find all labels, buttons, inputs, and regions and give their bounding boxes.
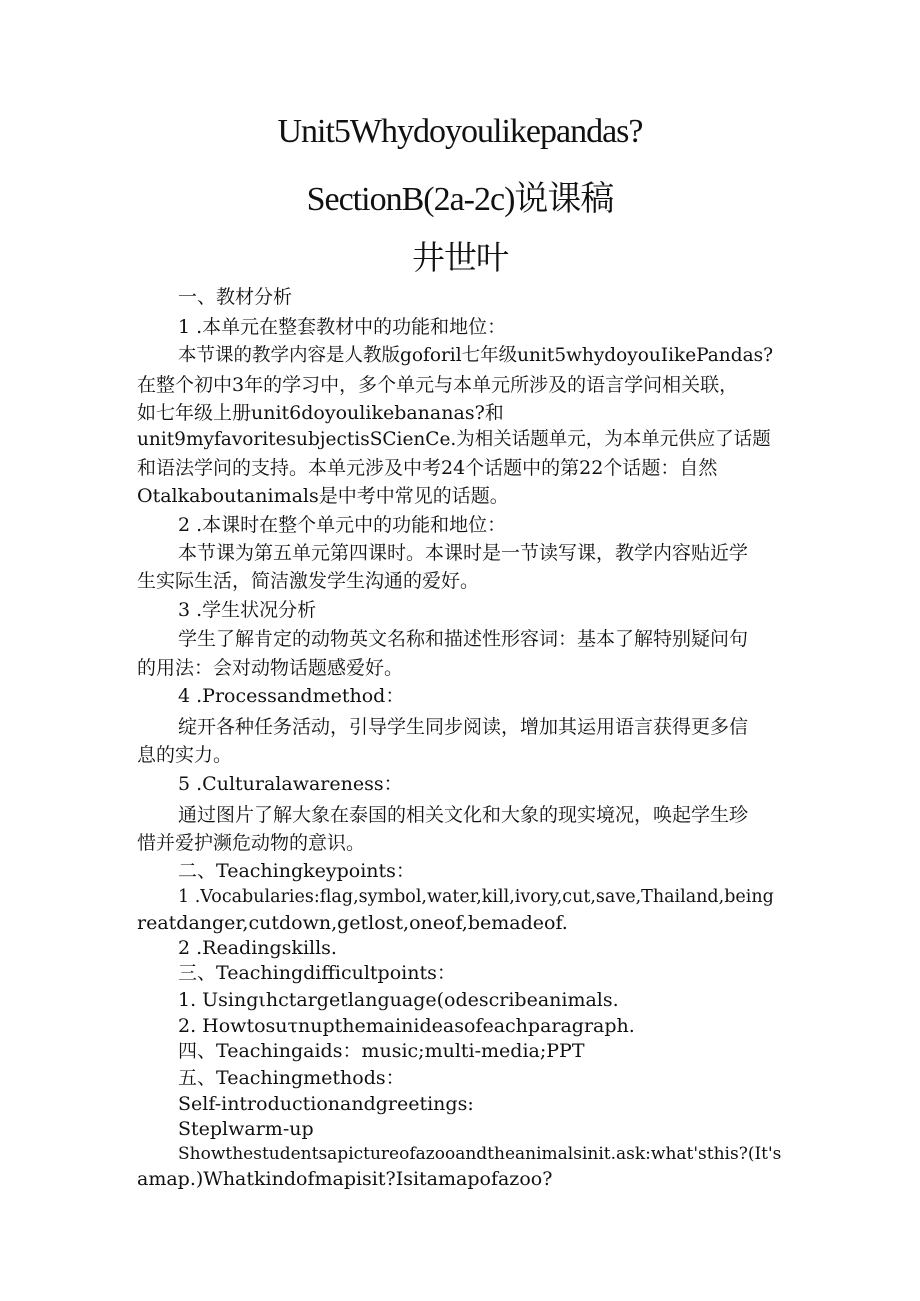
paragraph-line: 生实际生活，简洁激发学生沟通的爱好。 — [137, 570, 480, 592]
document-title: Unit5Whydoyoulikepandas? — [277, 113, 643, 150]
paragraph-line: 的用法：会对动物话题感爱好。 — [137, 657, 404, 679]
subheading: 1 .本单元在整套教材中的功能和地位： — [178, 316, 507, 338]
list-item: 2. Howtosuτnupthemainideasofeachparagraph. — [178, 1015, 635, 1037]
paragraph-line: 绽开各种任务活动，引导学生同步阅读，增加其运用语言获得更多信 — [178, 716, 749, 738]
list-item: 1 .Vocabularies:flag,symbol,water,kill,ivory,cut,save,Thailand,being — [178, 887, 774, 907]
paragraph-line: 本节课的教学内容是人教版goforil七年级unit5whydoyouIikePandas? — [178, 345, 774, 366]
paragraph-line: amap.)Whatkindofmapisit?Isitamapofazoo? — [137, 1168, 553, 1190]
section-heading: 五、Teachingmethods： — [178, 1067, 405, 1089]
list-item: 2 .Readingskills. — [178, 937, 337, 959]
section-heading: 二、Teachingkeypoints： — [178, 860, 415, 882]
section-heading: 一、教材分析 — [178, 286, 293, 308]
subheading: 5 .Culturalawareness： — [178, 773, 403, 795]
subheading: 3 .学生状况分析 — [178, 599, 317, 621]
paragraph-line: 学生了解肯定的动物英文名称和描述性形容词：基本了解特别疑问句 — [178, 628, 749, 650]
paragraph-line: 本节课为第五单元第四课时。本课时是一节读写课，教学内容贴近学 — [178, 542, 749, 564]
paragraph-line: Self-introductionandgreetings: — [178, 1093, 474, 1115]
paragraph-line: 惜并爱护濒危动物的意识。 — [137, 832, 366, 854]
author-name: 井世叶 — [412, 238, 508, 277]
section-heading: 三、Teachingdifficultpoints： — [178, 962, 456, 984]
paragraph-line: 息的实力。 — [137, 744, 233, 766]
list-item: 1. Usingιhctargetlanguage(odescribeanimals. — [178, 989, 619, 1011]
list-item-continued: reatdanger,cutdown,getlost,oneof,bemadeof. — [137, 912, 568, 934]
paragraph-line: 如七年级上册unit6doyoulikebananas?和 — [137, 402, 504, 424]
document-subtitle: SectionB(2a-2c)说课稿 — [306, 181, 614, 218]
step-heading: Steplwarm-up — [178, 1118, 314, 1140]
subheading: 4 .Processandmethod： — [178, 685, 405, 707]
paragraph-line: unit9myfavoritesubjectisSCienCe.为相关话题单元，为本单元供应了话题 — [137, 429, 771, 450]
paragraph-line: 通过图片了解大象在泰国的相关文化和大象的现实境况，唤起学生珍 — [178, 804, 749, 826]
subheading: 2 .本课时在整个单元中的功能和地位： — [178, 514, 507, 536]
paragraph-line: Otalkaboutanimals是中考中常见的话题。 — [137, 485, 509, 507]
paragraph-line: 在整个初中3年的学习中，多个单元与本单元所涉及的语言学问相关联， — [137, 374, 739, 396]
section-heading: 四、Teachingaids：music;multi-media;PPT — [178, 1040, 585, 1062]
paragraph-line: Showthestudentsapictureofazooandtheanimalsinit.ask:what'sthis?(It's — [178, 1144, 782, 1164]
paragraph-line: 和语法学问的支持。本单元涉及中考24个话题中的第22个话题：自然 — [137, 457, 718, 479]
